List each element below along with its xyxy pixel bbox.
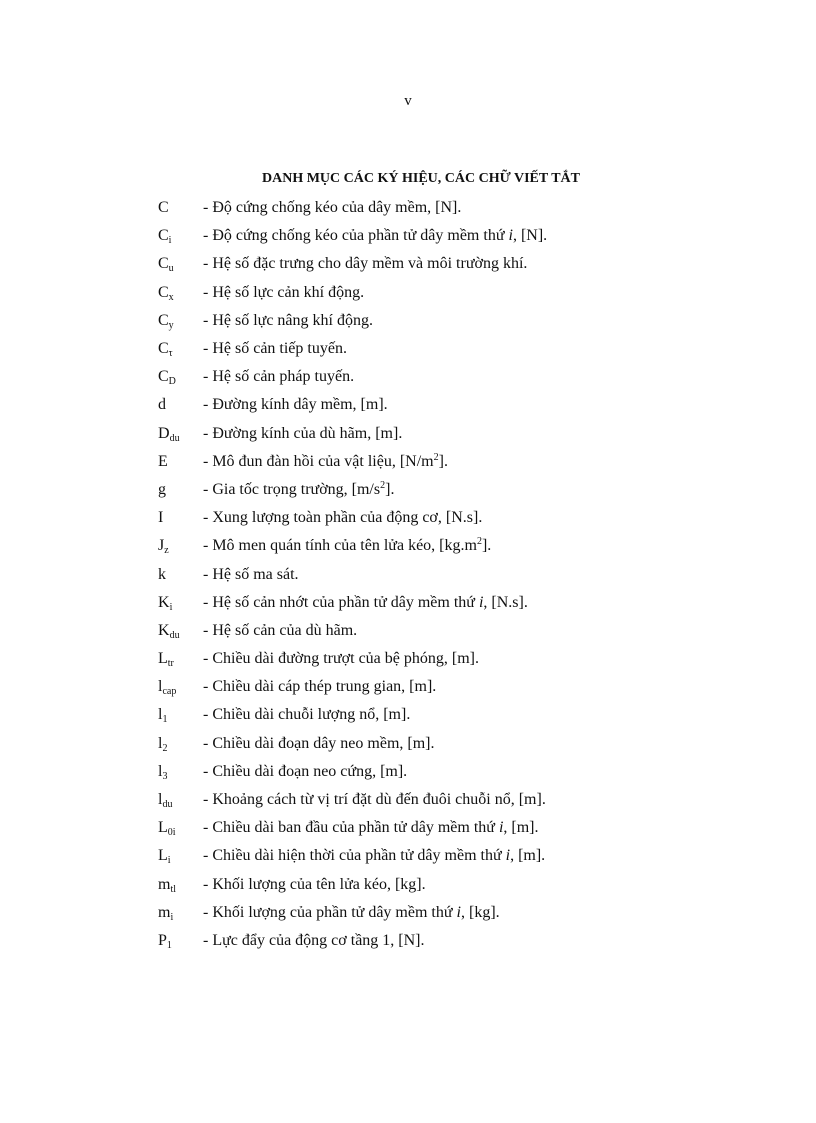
symbol	[158, 791, 203, 809]
symbol-base: l	[158, 678, 163, 696]
symbol-description	[203, 481, 394, 499]
symbol	[158, 368, 203, 386]
symbol-subscript: i	[170, 911, 174, 923]
symbol-row	[158, 786, 778, 814]
symbol-subscript: y	[168, 319, 174, 331]
symbol-row	[158, 194, 778, 222]
symbol-base: m	[158, 903, 171, 921]
symbol	[158, 735, 203, 753]
symbol-description	[203, 284, 364, 302]
description-text: - Lực đẩy của động cơ tầng 1, [N].	[203, 931, 425, 949]
symbol-description	[203, 199, 461, 217]
symbol	[158, 396, 203, 414]
symbol-base: l	[158, 706, 163, 724]
description-text: - Hệ số ma sát.	[203, 565, 299, 583]
symbol	[158, 284, 203, 302]
symbol-subscript: 1	[166, 939, 172, 951]
symbol-row	[158, 420, 778, 448]
italic-index: i	[505, 847, 511, 865]
symbol-subscript: cap	[162, 686, 177, 698]
description-text: - Đường kính dây mềm, [m].	[203, 396, 388, 414]
symbol-description	[203, 932, 425, 950]
symbol	[158, 566, 203, 584]
symbol-base: C	[158, 283, 169, 301]
symbol-base: I	[158, 509, 164, 527]
symbol-base: J	[158, 537, 165, 555]
symbol-subscript: tl	[170, 883, 177, 895]
symbol-base: l	[158, 734, 163, 752]
symbol-subscript: du	[169, 432, 180, 444]
symbol-subscript: x	[168, 291, 174, 303]
symbol-row	[158, 222, 778, 250]
symbol-description	[203, 368, 354, 386]
symbol-description	[203, 735, 435, 753]
symbol-row	[158, 645, 778, 673]
symbol-row	[158, 730, 778, 758]
symbol-subscript: 1	[162, 714, 168, 726]
description-text: - Xung lượng toàn phần của động cơ, [N.s].	[203, 509, 483, 527]
italic-index: i	[478, 593, 484, 611]
symbol-subscript: du	[162, 799, 173, 811]
symbol-subscript: i	[168, 235, 172, 247]
symbol-description	[203, 425, 402, 443]
symbol-row	[158, 758, 778, 786]
symbol-description	[203, 566, 299, 584]
symbol-description	[203, 791, 546, 809]
symbol-row	[158, 476, 778, 504]
symbol-base: k	[158, 565, 166, 583]
symbol-description	[203, 453, 448, 471]
symbol	[158, 453, 203, 471]
symbol-base: d	[158, 396, 166, 414]
symbol-description	[203, 594, 528, 612]
italic-index: i	[498, 819, 504, 837]
description-text: - Hệ số lực cản khí động.	[203, 283, 365, 301]
symbol-base: P	[158, 931, 167, 949]
symbol-description	[203, 227, 547, 245]
description-text: , [kg].	[461, 903, 500, 921]
symbol-row	[158, 899, 778, 927]
italic-index: i	[456, 903, 461, 921]
symbol-subscript: 2	[162, 742, 168, 754]
symbol-row	[158, 307, 778, 335]
symbol-row	[158, 814, 778, 842]
description-text: - Độ cứng chống kéo của phần tử dây mềm thứ	[203, 227, 509, 245]
description-text: - Chiều dài đoạn dây neo mềm, [m].	[203, 734, 435, 752]
symbol	[158, 255, 203, 273]
symbol	[158, 340, 203, 358]
symbol-row	[158, 250, 778, 278]
description-text: - Hệ số lực nâng khí động.	[203, 311, 373, 329]
description-text: - Chiều dài đoạn neo cứng, [m].	[203, 762, 408, 780]
page-number: v	[404, 93, 412, 109]
symbol-row	[158, 279, 778, 307]
description-text: - Hệ số đặc trưng cho dây mềm và môi trường khí.	[203, 255, 528, 273]
description-text: - Chiều dài đường trượt của bệ phóng, [m].	[203, 650, 479, 668]
description-text: - Chiều dài ban đầu của phần tử dây mềm thứ	[203, 819, 499, 837]
symbol-list	[158, 194, 778, 955]
description-text: - Hệ số cản của dù hãm.	[203, 621, 358, 639]
symbol-base: m	[158, 875, 171, 893]
symbol-subscript: τ	[168, 348, 173, 360]
symbol-subscript: tr	[167, 658, 174, 670]
symbol-description	[203, 876, 426, 894]
symbol-description	[203, 396, 388, 414]
symbol	[158, 763, 203, 781]
symbol-description	[203, 763, 407, 781]
symbol	[158, 199, 203, 217]
symbol	[158, 650, 203, 668]
symbol-description	[203, 537, 491, 555]
symbol-base: L	[158, 819, 168, 837]
description-text: - Mô men quán tính của tên lửa kéo, [kg.m	[203, 537, 477, 555]
symbol-description	[203, 678, 436, 696]
description-text: - Chiều dài chuỗi lượng nổ, [m].	[203, 706, 411, 724]
symbol-description	[203, 650, 479, 668]
description-text: , [N].	[512, 227, 548, 245]
symbol-base: l	[158, 762, 163, 780]
description-text: - Khối lượng của phần tử dây mềm thứ	[203, 903, 457, 921]
symbol	[158, 678, 203, 696]
symbol-subscript: 0i	[167, 827, 176, 839]
description-text: - Đường kính của dù hãm, [m].	[203, 424, 403, 442]
page-title: DANH MỤC CÁC KÝ HIỆU, CÁC CHỮ VIẾT TẮT	[262, 171, 581, 186]
description-text: - Hệ số cản nhớt của phần tử dây mềm thứ	[203, 593, 479, 611]
superscript: 2	[433, 451, 439, 463]
symbol-base: g	[158, 480, 166, 498]
symbol	[158, 481, 203, 499]
symbol-base: l	[158, 791, 163, 809]
symbol	[158, 594, 203, 612]
symbol-description	[203, 312, 373, 330]
symbol-row	[158, 701, 778, 729]
superscript: 2	[476, 536, 482, 548]
description-text: - Khối lượng của tên lửa kéo, [kg].	[203, 875, 426, 893]
symbol	[158, 509, 203, 527]
symbol-row	[158, 673, 778, 701]
symbol-subscript: 3	[162, 770, 168, 782]
symbol-base: C	[158, 368, 169, 386]
symbol-base: C	[158, 340, 169, 358]
superscript: 2	[380, 479, 386, 491]
symbol-base: K	[158, 593, 170, 611]
symbol	[158, 706, 203, 724]
description-text: ].	[481, 537, 492, 555]
symbol-row	[158, 871, 778, 899]
description-text: - Hệ số cản tiếp tuyến.	[203, 340, 347, 358]
symbol-description	[203, 622, 357, 640]
symbol	[158, 537, 203, 555]
symbol-base: C	[158, 227, 169, 245]
symbol-row	[158, 589, 778, 617]
symbol-subscript: u	[168, 263, 174, 275]
symbol-row	[158, 363, 778, 391]
symbol-description	[203, 255, 527, 273]
description-text: - Gia tốc trọng trường, [m/s	[203, 480, 381, 498]
symbol	[158, 622, 203, 640]
symbol-row	[158, 504, 778, 532]
symbol-description	[203, 340, 347, 358]
symbol-row	[158, 617, 778, 645]
symbol	[158, 847, 203, 865]
symbol-subscript: i	[169, 601, 173, 613]
symbol-row	[158, 560, 778, 588]
description-text: ].	[438, 452, 448, 470]
symbol-row	[158, 842, 778, 870]
symbol-row	[158, 927, 778, 955]
description-text: , [m].	[510, 847, 546, 865]
symbol-row	[158, 391, 778, 419]
symbol	[158, 904, 203, 922]
description-text: - Chiều dài hiện thời của phần tử dây mềm thứ	[203, 847, 506, 865]
symbol-base: C	[158, 199, 169, 217]
symbol-description	[203, 819, 539, 837]
symbol	[158, 819, 203, 837]
symbol-base: C	[158, 255, 169, 273]
symbol-subscript: z	[164, 545, 169, 557]
symbol-base: K	[158, 621, 170, 639]
description-text: , [m].	[503, 819, 539, 837]
description-text: - Hệ số cản pháp tuyến.	[203, 368, 355, 386]
symbol-base: D	[158, 424, 170, 442]
symbol-row	[158, 448, 778, 476]
symbol-description	[203, 904, 500, 922]
symbol-base: L	[158, 650, 168, 668]
symbol	[158, 932, 203, 950]
symbol-base: L	[158, 847, 168, 865]
italic-index: i	[508, 227, 513, 245]
symbol-subscript: i	[167, 855, 171, 867]
symbol	[158, 227, 203, 245]
symbol-description	[203, 847, 545, 865]
symbol-base: E	[158, 452, 168, 470]
symbol-subscript: du	[169, 629, 180, 641]
description-text: - Chiều dài cáp thép trung gian, [m].	[203, 678, 437, 696]
description-text: - Mô đun đàn hồi của vật liệu, [N/m	[203, 452, 434, 470]
description-text: - Khoảng cách từ vị trí đặt dù đến đuôi chuỗi nổ, [m].	[203, 791, 546, 809]
symbol-description	[203, 706, 410, 724]
symbol-row	[158, 532, 778, 560]
description-text: , [N.s].	[483, 593, 528, 611]
symbol-subscript: D	[168, 376, 176, 388]
symbol-row	[158, 335, 778, 363]
symbol	[158, 425, 203, 443]
symbol	[158, 876, 203, 894]
symbol-base: C	[158, 311, 169, 329]
description-text: ].	[385, 480, 395, 498]
description-text: - Độ cứng chống kéo của dây mềm, [N].	[203, 199, 462, 217]
symbol	[158, 312, 203, 330]
symbol-description	[203, 509, 482, 527]
